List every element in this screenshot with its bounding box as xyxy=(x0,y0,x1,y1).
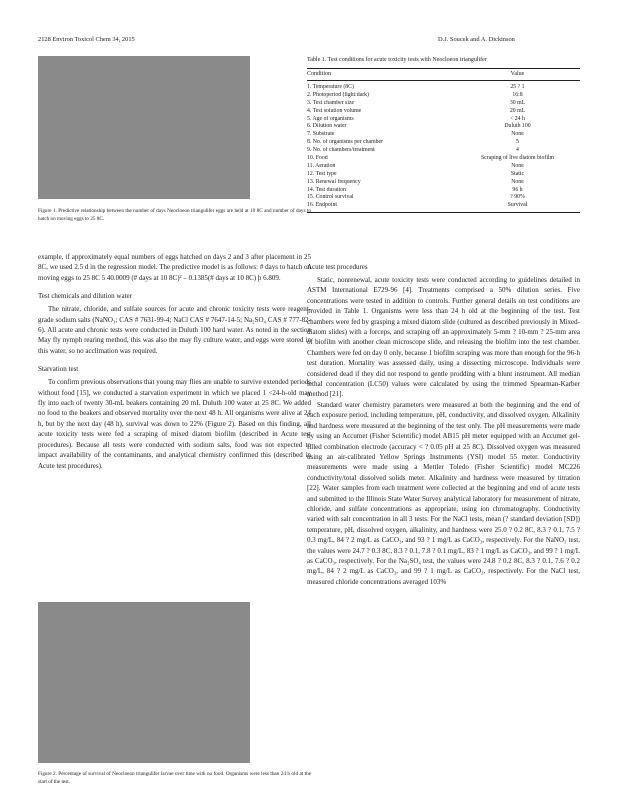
table-cell-value: None xyxy=(511,162,524,169)
table-cell-value: 16:8 xyxy=(512,91,523,98)
table-cell-value: 4 xyxy=(516,147,519,154)
table-row xyxy=(307,131,580,139)
table-cell-condition: 9. No. of chambers/treatment xyxy=(307,147,375,154)
table-cell-condition: 16. Endpoint xyxy=(307,202,337,209)
table-cell-value: None xyxy=(511,131,524,138)
table-cell-condition: 7. Substrate xyxy=(307,131,335,138)
table-cell-condition: 10. Food xyxy=(307,155,328,162)
table-cell-value: ? 90% xyxy=(510,194,525,201)
table-cell-condition: 8. No. of organisms per chamber xyxy=(307,139,384,146)
table-cell-condition: 3. Test chamber size xyxy=(307,99,355,106)
section-heading-test-chemicals: Test chemicals and dilution water xyxy=(38,292,132,301)
table-cell-condition: 15. Control survival xyxy=(307,194,354,201)
table-cell-value: 30 mL xyxy=(509,99,526,106)
table-cell-value: None xyxy=(511,178,524,185)
table-cell-value: 20 mL xyxy=(509,107,526,114)
table-cell-value: 25 ? 1 xyxy=(510,84,525,90)
table-cell-condition: 12. Test type xyxy=(307,170,337,177)
table-row xyxy=(307,139,580,147)
table-header-row xyxy=(307,69,580,80)
table-row xyxy=(307,163,580,171)
table-row xyxy=(307,92,580,100)
left-column-text xyxy=(38,252,311,471)
table-cell-value: Static xyxy=(510,170,525,177)
paragraph-starvation: To confirm previous observations that young may flies are unable to survive extended periods without food [15], we conducted a starvation experiment in which we placed 1 <24-h-old may fly into each of twenty 30-mL beakers containing 20 mL Duluth 100 water at 25 8C. We added no food to the beakers and observed mortality over the next 48 h. All organisms were alive at 24 h, but by the next day (48 h), survival was down to 22% (Figure 2). Based on this finding, all acute toxicity tests were fed a scraping of mixed diatom biofilm (described in Acute test procedures). Because all tests were conducted with sodium salts, food was not expected to impact availability of the contaminants, and analytical chemistry confirmed this (described in Acute test procedures). xyxy=(38,378,311,470)
paragraph-water-chemistry: Standard water chemistry parameters were measured at both the beginning and the end of each exposure period, including temperature, pH, conductivity, and dissolved oxygen. Alkalinity and hardness were measured at the beginning of the test only. The pH measurements were made by using an Accumet (Fisher Scientific) model AB15 pH meter equipped with an Accumet gel-filled combination electrode (accuracy < ? 0.05 pH at 25 8C). Dissolved oxygen was measured using an air-calibrated Yellow Springs Instruments (YSI) model 55 meter. Conductivity measurements were made using a Mettler Toledo (Fisher Scientific) model MC226 conductivity/total dissolved solids meter. Alkalinity and hardness were measured by titration [22]. Water samples from each treatment were collected at the beginning and end of acute tests and submitted to the Illinois State Water Survey analytical laboratory for measurement of nitrate, chloride, and sulfate concentrations as appropriate, using ion chromatography. Conductivity varied with salt concentration in all 3 tests. For the NaCl tests, mean (? standard deviation [SD]) temperature, pH, dissolved oxygen, alkalinity, and hardness were 25.0 ? 0.2 8C, 8.3 ? 0.1, 7.5 ? 0.3 mg/L, 84 ? 2 mg/L as CaCO₃, and 93 ? 1 mg/L as CaCO₃, respectively. For the NaNO₃ test, the values were 24.7 ? 0.3 8C, 8.3 ? 0.1, 7.8 ? 0.1 mg/L, 83 ? 1 mg/L as CaCO₃, and 99 ? 1 mg/L as CaCO₃, respectively. For the Na₂SO₄ test, the values were 24.8 ? 0.2 8C, 8.3 ? 0.1, 7.6 ? 0.2 mg/L, 84 ? 2 mg/L as CaCO₃, and 99 ? 1 mg/L as CaCO₃, respectively. For the NaCl test, measured chloride concentrations averaged 103% xyxy=(307,400,580,586)
table-row xyxy=(307,123,580,131)
table-cell-value: 5 xyxy=(516,139,519,146)
table-cell-condition: 5. Age of organisms xyxy=(307,115,354,122)
paragraph-regression-model: example, if approximately equal numbers of eggs hatched on days 2 and 3 after placement in 25 8C, we used 2.5 d in the regression model. The predictive model is as follows: # days to hatch on moving eggs to 25 8C 5 40.0009 (# days at 10 8C)² – 0.1385(# days at 10 8C) þ 6.809. xyxy=(38,253,311,282)
table-row xyxy=(307,187,580,195)
figure-2-caption: Figure 2. Percentage of survival of Neocloeon triangulifer larvae over time with no food. Organisms were less than 24 h old at the start of the test. xyxy=(38,771,311,785)
paragraph-test-chemicals: The nitrate, chloride, and sulfate sources for acute and chronic toxicity tests were reagent-grade sodium salts (NaNO₃; CAS # 7631-99-4; NaCl CAS # 7647-14-5; Na₂SO₄ CAS # 777-82-6). All acute and chronic tests were conducted in Duluth 100 hard water. As noted in the section May fly nymph rearing method, this was also the may fly culture water, and eggs were stored in this water, so no acclimation was required. xyxy=(38,305,311,355)
paragraph-acute-test: Static, nonrenewal, acute toxicity tests were conducted according to guidelines detailed in ASTM International E729-96 [4]. Treatments comprised a 50% dilution series. Five concentrations were tested in addition to controls. Further general details on test conditions are provided in Table 1. Organisms were less than 24 h old at the beginning of the test. Test chambers were fed by grasping a mixed diatom slide (cultured as described previously in Mixed-diatom slides) with a forceps, and scraping off an approximately 5-mm ? 10-mm ? 25-mm area of biofilm with another clean microscope slide, and releasing the biofilm into the test chamber. Chambers were fed on day 0 only, because 1 biofilm scraping was more than enough for the 96-h test duration. Mortality was assessed daily, using a dissecting microscope. Individuals were considered dead if they did not respond to gentle prodding with a blunt instrument. All median lethal concentration (LC50) values were calculated by using the trimmed Spearman-Karber method [21]. xyxy=(307,276,580,399)
table-1-caption: Table 1. Test conditions for acute toxicity tests with Neocloeon triangulifer xyxy=(307,57,487,63)
figure-1-image xyxy=(38,56,250,199)
table-cell-value: < 24 h xyxy=(510,115,525,122)
table-cell-condition: 13. Renewal frequency xyxy=(307,178,361,185)
table-row xyxy=(307,171,580,179)
table-column-header-condition: Condition xyxy=(307,71,332,77)
section-heading-starvation: Starvation test xyxy=(38,365,79,374)
table-header-rule xyxy=(307,80,580,81)
table-row xyxy=(307,108,580,116)
table-cell-condition: 14. Test duration xyxy=(307,186,346,193)
table-cell-condition: 11. Aeration xyxy=(307,162,336,169)
table-row xyxy=(307,84,580,92)
table-cell-value: Scraping of live diatom biofilm xyxy=(480,155,555,162)
figure-2-image xyxy=(38,602,250,763)
table-column-header-value: Value xyxy=(510,71,525,77)
table-cell-condition: 6. Dilution water xyxy=(307,123,347,130)
table-cell-condition: 1. Temperature (8C) xyxy=(307,84,354,90)
table-cell-condition: 4. Test solution volume xyxy=(307,107,362,114)
table-row xyxy=(307,147,580,155)
running-header-left: 2128 Environ Toxicol Chem 34, 2015 xyxy=(38,36,135,43)
table-row xyxy=(307,202,580,210)
table-cell-value: Survival xyxy=(507,202,528,209)
table-row xyxy=(307,179,580,187)
right-column-text xyxy=(307,262,580,587)
table-cell-value: 96 h xyxy=(512,186,523,193)
running-header-right: D.J. Soucek and A. Dickinson xyxy=(438,36,515,43)
table-row xyxy=(307,100,580,108)
table-row xyxy=(307,155,580,163)
section-heading-acute-test: Acute test procedures xyxy=(307,263,368,271)
table-row xyxy=(307,194,580,202)
table-row xyxy=(307,116,580,124)
table-1 xyxy=(307,56,580,213)
table-bottom-rule xyxy=(307,212,580,213)
table-body xyxy=(307,84,580,210)
table-cell-condition: 2. Photoperiod (light:dark) xyxy=(307,91,369,98)
figure-1-caption: Figure 1. Predictive relationship between the number of days Neocloeon triangulifer eggs are held at 10 8C and number of days to hatch on moving eggs to 25 8C. xyxy=(38,208,311,222)
table-cell-value: Duluth 100 xyxy=(504,123,531,130)
